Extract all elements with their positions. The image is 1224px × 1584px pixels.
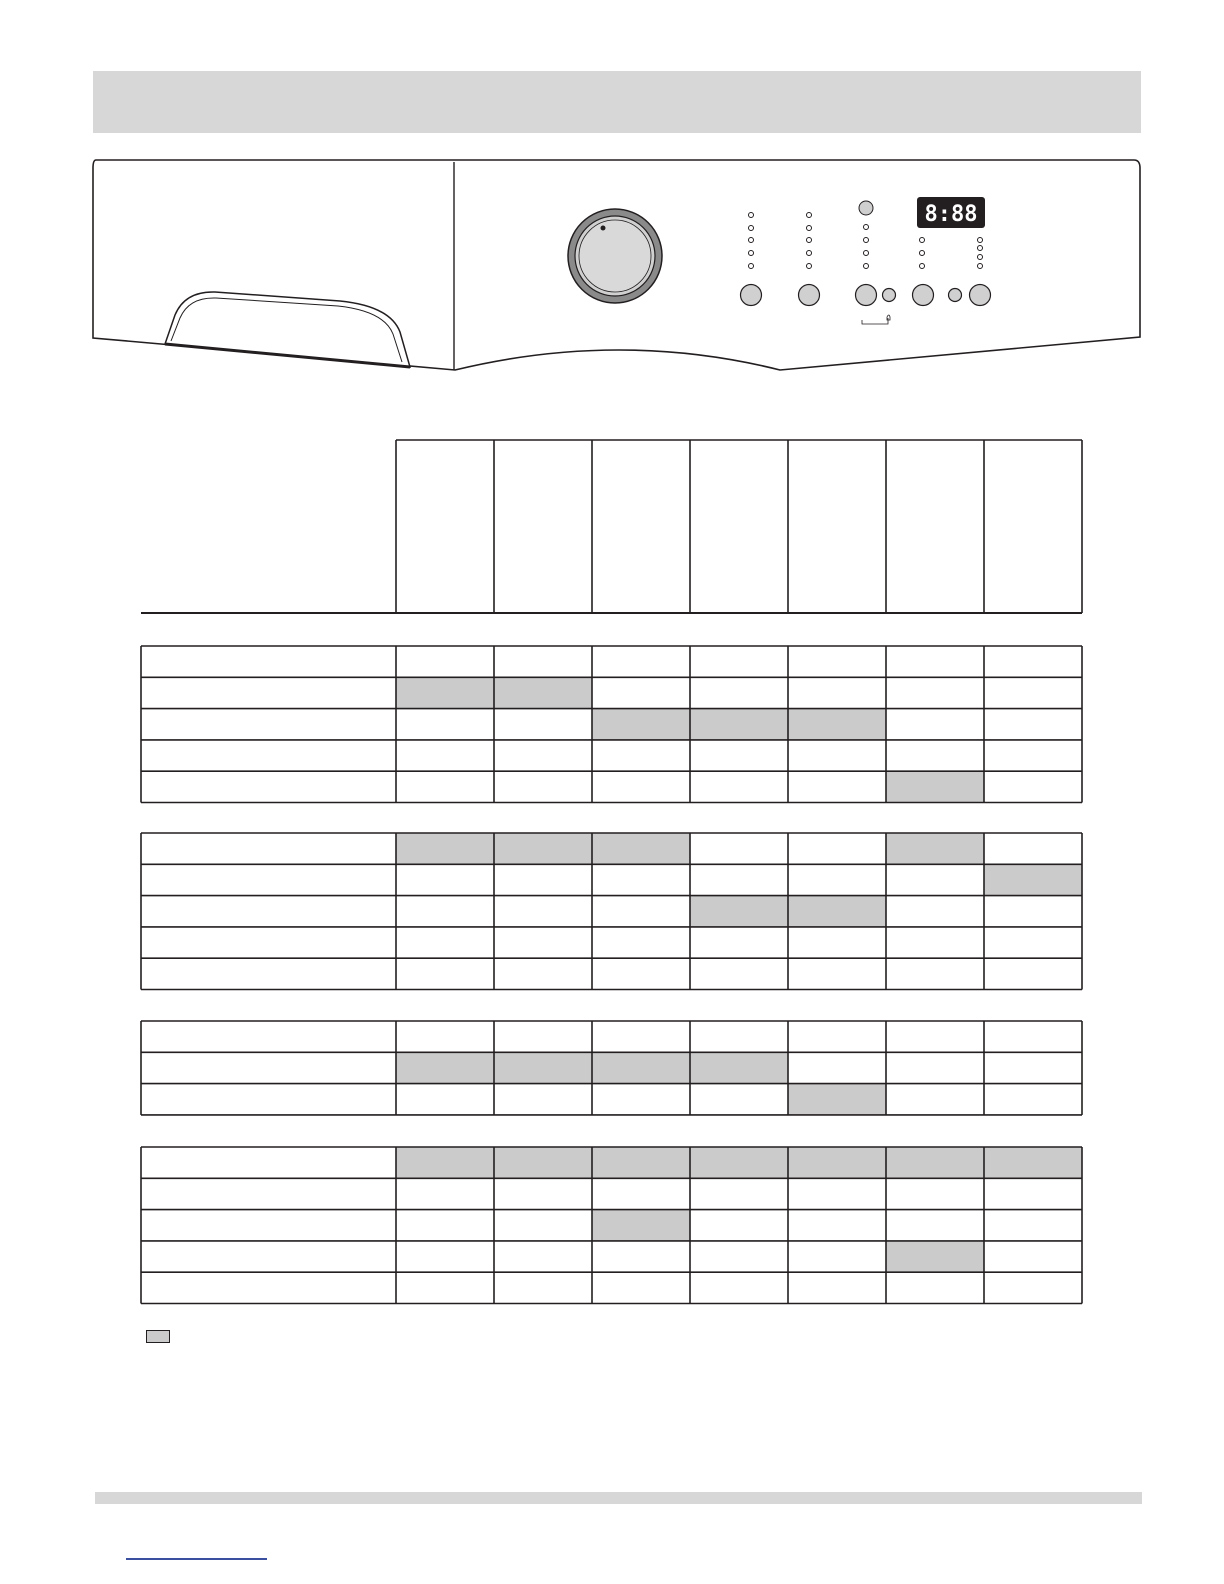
matrix-cell <box>984 709 1082 740</box>
matrix-cell <box>396 740 494 771</box>
matrix-cell <box>690 646 788 677</box>
matrix-cell <box>690 1178 788 1209</box>
matrix-cell <box>886 1178 984 1209</box>
matrix-cell <box>494 958 592 989</box>
row-label-cell <box>141 1210 396 1241</box>
matrix-cell <box>984 740 1082 771</box>
matrix-cell <box>592 646 690 677</box>
matrix-cell <box>788 1210 886 1241</box>
matrix-cell <box>592 1021 690 1052</box>
highlighted-cell <box>592 833 690 864</box>
row-label-cell <box>141 740 396 771</box>
matrix-cell <box>984 896 1082 927</box>
matrix-cell <box>690 677 788 708</box>
footer-bar <box>95 1492 1142 1504</box>
highlighted-cell <box>494 677 592 708</box>
matrix-cell <box>788 864 886 895</box>
matrix-cell <box>788 927 886 958</box>
matrix-cell <box>690 771 788 802</box>
matrix-cell <box>984 1052 1082 1083</box>
row-label-cell <box>141 646 396 677</box>
matrix-cell <box>494 646 592 677</box>
matrix-cell <box>690 833 788 864</box>
matrix-cell <box>396 1178 494 1209</box>
matrix-cell <box>984 677 1082 708</box>
matrix-cell <box>788 1178 886 1209</box>
matrix-cell <box>592 1241 690 1272</box>
footer-link-underline[interactable] <box>126 1558 267 1560</box>
matrix-cell <box>592 1178 690 1209</box>
matrix-cell <box>886 1210 984 1241</box>
highlighted-cell <box>494 1147 592 1178</box>
matrix-cell <box>886 1021 984 1052</box>
matrix-cell <box>494 1241 592 1272</box>
matrix-cell <box>396 927 494 958</box>
matrix-cell <box>592 740 690 771</box>
matrix-cell <box>690 1084 788 1115</box>
matrix-cell <box>886 646 984 677</box>
highlighted-cell <box>788 1084 886 1115</box>
matrix-cell <box>396 646 494 677</box>
highlighted-cell <box>396 1147 494 1178</box>
highlighted-cell <box>494 1052 592 1083</box>
matrix-cell <box>494 1084 592 1115</box>
highlighted-cell <box>788 709 886 740</box>
matrix-cell <box>494 864 592 895</box>
matrix-cell <box>396 1272 494 1303</box>
matrix-cell <box>886 927 984 958</box>
matrix-cell <box>690 740 788 771</box>
highlighted-cell <box>592 709 690 740</box>
highlighted-cell <box>396 833 494 864</box>
highlighted-cell <box>690 709 788 740</box>
matrix-cell <box>984 646 1082 677</box>
highlighted-cell <box>886 771 984 802</box>
matrix-cell <box>984 1241 1082 1272</box>
highlighted-cell <box>886 1241 984 1272</box>
row-label-cell <box>141 1052 396 1083</box>
matrix-cell <box>984 1272 1082 1303</box>
highlighted-cell <box>592 1210 690 1241</box>
matrix-cell <box>690 1241 788 1272</box>
highlighted-cell <box>690 1052 788 1083</box>
row-label-cell <box>141 1272 396 1303</box>
matrix-cell <box>788 1021 886 1052</box>
highlighted-cell <box>886 833 984 864</box>
highlight-swatch-icon <box>146 1330 170 1343</box>
row-label-cell <box>141 1147 396 1178</box>
matrix-cell <box>886 740 984 771</box>
matrix-cell <box>984 1178 1082 1209</box>
matrix-cell <box>494 896 592 927</box>
matrix-cell <box>690 927 788 958</box>
highlighted-cell <box>592 1147 690 1178</box>
row-label-cell <box>141 958 396 989</box>
matrix-cell <box>788 740 886 771</box>
matrix-cell <box>592 896 690 927</box>
matrix-cell <box>690 1210 788 1241</box>
matrix-cell <box>984 833 1082 864</box>
matrix-cell <box>886 864 984 895</box>
matrix-cell <box>396 1210 494 1241</box>
matrix-cell <box>690 864 788 895</box>
row-label-cell <box>141 1241 396 1272</box>
matrix-cell <box>984 1021 1082 1052</box>
matrix-cell <box>396 896 494 927</box>
matrix-cell <box>396 709 494 740</box>
matrix-cell <box>494 1272 592 1303</box>
matrix-cell <box>984 927 1082 958</box>
matrix-cell <box>984 958 1082 989</box>
row-label-cell <box>141 927 396 958</box>
matrix-cell <box>788 1052 886 1083</box>
matrix-cell <box>788 771 886 802</box>
matrix-cell <box>592 1084 690 1115</box>
matrix-cell <box>886 709 984 740</box>
matrix-cell <box>494 1021 592 1052</box>
matrix-cell <box>984 771 1082 802</box>
matrix-cell <box>396 771 494 802</box>
matrix-cell <box>788 833 886 864</box>
row-label-cell <box>141 1021 396 1052</box>
matrix-cell <box>690 1021 788 1052</box>
matrix-cell <box>886 1272 984 1303</box>
highlighted-cell <box>788 896 886 927</box>
row-label-cell <box>141 896 396 927</box>
matrix-cell <box>788 677 886 708</box>
display-readout: 8:88 <box>924 202 978 227</box>
row-label-cell <box>141 1178 396 1209</box>
row-label-cell <box>141 709 396 740</box>
highlighted-cell <box>984 1147 1082 1178</box>
matrix-cell <box>886 1052 984 1083</box>
matrix-cell <box>592 958 690 989</box>
matrix-cell <box>396 1084 494 1115</box>
matrix-cell <box>396 958 494 989</box>
matrix-cell <box>788 1241 886 1272</box>
highlighted-cell <box>886 1147 984 1178</box>
matrix-cell <box>886 677 984 708</box>
highlighted-cell <box>690 896 788 927</box>
highlighted-cell <box>788 1147 886 1178</box>
matrix-cell <box>592 864 690 895</box>
matrix-cell <box>494 709 592 740</box>
matrix-cell <box>592 771 690 802</box>
matrix-cell <box>396 1241 494 1272</box>
matrix-cell <box>494 1210 592 1241</box>
highlighted-cell <box>494 833 592 864</box>
row-label-cell <box>141 833 396 864</box>
matrix-cell <box>886 896 984 927</box>
matrix-cell <box>886 1084 984 1115</box>
matrix-cell <box>494 1178 592 1209</box>
matrix-cell <box>886 958 984 989</box>
matrix-cell <box>690 958 788 989</box>
matrix-cell <box>592 677 690 708</box>
matrix-cell <box>984 1210 1082 1241</box>
matrix-cell <box>592 927 690 958</box>
matrix-cell <box>396 864 494 895</box>
matrix-cell <box>494 927 592 958</box>
highlighted-cell <box>396 677 494 708</box>
matrix-cell <box>592 1272 690 1303</box>
matrix-cell <box>788 646 886 677</box>
row-label-cell <box>141 677 396 708</box>
matrix-cell <box>788 1272 886 1303</box>
row-label-cell <box>141 864 396 895</box>
matrix-cell <box>788 958 886 989</box>
highlighted-cell <box>592 1052 690 1083</box>
matrix-cell <box>984 1084 1082 1115</box>
highlighted-cell <box>690 1147 788 1178</box>
matrix-cell <box>396 1021 494 1052</box>
matrix-cell <box>494 771 592 802</box>
highlighted-cell <box>984 864 1082 895</box>
matrix-cell <box>494 740 592 771</box>
row-label-cell <box>141 1084 396 1115</box>
matrix-cell <box>690 1272 788 1303</box>
highlighted-cell <box>396 1052 494 1083</box>
row-label-cell <box>141 771 396 802</box>
